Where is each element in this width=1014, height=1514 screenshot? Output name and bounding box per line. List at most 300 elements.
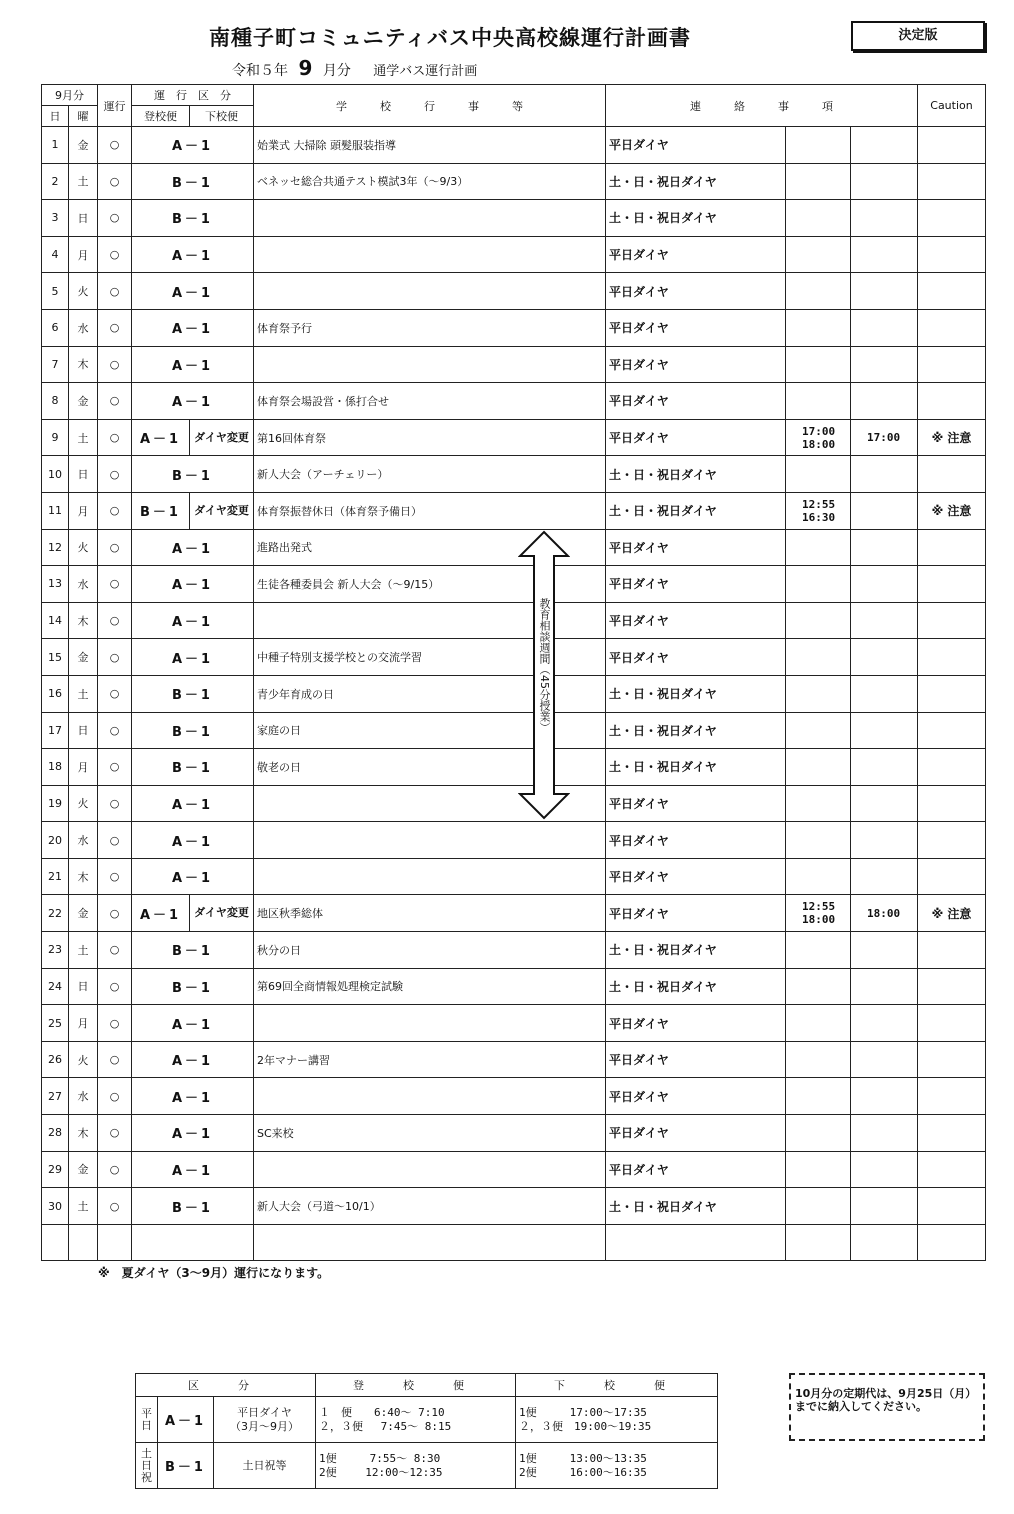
subtitle-month: 9 [298,56,313,80]
row-route: A－1 [132,273,254,310]
row-event: SC来校 [254,1115,606,1152]
row-caution [918,346,986,383]
row-caution [918,639,986,676]
table-row [42,1188,986,1225]
row-event: 秋分の日 [254,932,606,969]
row-event: 青少年育成の日 [254,675,606,712]
table-row [42,309,986,346]
row-contact: 平日ダイヤ [606,785,786,822]
row-contact: 土・日・祝日ダイヤ [606,163,786,200]
table-row [42,200,986,237]
table-row [42,712,986,749]
row-operation-mark: ○ [98,236,132,273]
row-contact: 平日ダイヤ [606,1115,786,1152]
row-caution: ※ 注意 [918,419,986,456]
row-contact: 土・日・祝日ダイヤ [606,200,786,237]
row-diagram-change: ダイヤ変更 [190,492,254,529]
table-row [42,1041,986,1078]
row-caution [918,1224,986,1261]
row-day: 6 [42,309,69,346]
table-row [42,858,986,895]
row-time-change [786,1188,851,1225]
row-time-change: 12:55 16:30 [786,492,851,529]
row-operation-mark: ○ [98,1188,132,1225]
row-time-change [786,602,851,639]
row-route: B－1 [132,492,190,529]
table-row [42,456,986,493]
row-operation-mark: ○ [98,822,132,859]
row-day: 12 [42,529,69,566]
row-event [254,822,606,859]
row-operation-mark: ○ [98,602,132,639]
row-time-change-2 [851,309,918,346]
timetable-header-from-school: 下 校 便 [516,1374,718,1397]
row-time-change [786,712,851,749]
row-day: 18 [42,749,69,786]
row-day: 28 [42,1115,69,1152]
row-route: A－1 [132,529,254,566]
row-time-change [786,1151,851,1188]
table-row [42,566,986,603]
row-route: A－1 [132,309,254,346]
row-time-change [786,675,851,712]
row-contact: 平日ダイヤ [606,1041,786,1078]
row-weekday: 土 [69,163,98,200]
timetable-header-category: 区 分 [136,1374,316,1397]
row-route: A－1 [132,822,254,859]
row-event: 第69回全商情報処理検定試験 [254,968,606,1005]
row-time-change [786,1115,851,1152]
row-caution: ※ 注意 [918,895,986,932]
row-route: A－1 [132,346,254,383]
row-day: 1 [42,127,69,164]
row-time-change-2 [851,273,918,310]
row-time-change [786,1041,851,1078]
subtitle-era: 令和５年 [232,63,288,79]
row-diagram-change: ダイヤ変更 [190,419,254,456]
row-day: 21 [42,858,69,895]
row-day: 20 [42,822,69,859]
row-route: A－1 [132,1151,254,1188]
row-route: A－1 [132,127,254,164]
row-caution [918,1115,986,1152]
row-contact: 平日ダイヤ [606,602,786,639]
row-time-change-2: 17:00 [851,419,918,456]
row-caution [918,456,986,493]
row-route: A－1 [132,895,190,932]
row-day: 9 [42,419,69,456]
row-time-change [786,785,851,822]
row-contact: 平日ダイヤ [606,529,786,566]
row-caution [918,236,986,273]
row-operation-mark: ○ [98,127,132,164]
row-operation-mark: ○ [98,1005,132,1042]
row-route: A－1 [132,1041,254,1078]
table-row [42,1115,986,1152]
row-event: 2年マナー講習 [254,1041,606,1078]
row-caution [918,932,986,969]
row-route: A－1 [132,1078,254,1115]
row-time-change [786,1078,851,1115]
row-contact: 平日ダイヤ [606,346,786,383]
row-time-change [786,273,851,310]
row-time-change-2 [851,968,918,1005]
row-contact: 土・日・祝日ダイヤ [606,932,786,969]
timetable-row-holiday: 土日祝 [136,1443,158,1489]
header-month: 9月分 [42,85,98,106]
row-time-change-2 [851,675,918,712]
row-caution [918,163,986,200]
table-row [42,639,986,676]
row-time-change [786,968,851,1005]
row-operation-mark: ○ [98,858,132,895]
row-contact: 平日ダイヤ [606,1005,786,1042]
row-day: 13 [42,566,69,603]
row-route: B－1 [132,200,254,237]
row-caution [918,1188,986,1225]
header-caution: Caution [918,85,986,127]
row-operation-mark: ○ [98,309,132,346]
row-route: B－1 [132,675,254,712]
bus-timetable [135,1373,718,1489]
row-event: 新人大会（弓道～10/1） [254,1188,606,1225]
row-caution: ※ 注意 [918,492,986,529]
row-weekday: 水 [69,1078,98,1115]
row-caution [918,529,986,566]
row-operation-mark: ○ [98,895,132,932]
row-caution [918,1151,986,1188]
operation-plan-body [42,127,986,1261]
header-contact: 連 絡 事 項 [606,85,918,127]
table-row [42,163,986,200]
row-time-change-2 [851,858,918,895]
row-operation-mark: ○ [98,456,132,493]
row-weekday: 月 [69,1005,98,1042]
row-operation-mark: ○ [98,1115,132,1152]
table-row [42,785,986,822]
row-weekday: 日 [69,456,98,493]
subtitle-suffix: 月分 [322,63,351,79]
row-caution [918,1041,986,1078]
row-time-change [786,456,851,493]
row-contact: 平日ダイヤ [606,566,786,603]
row-time-change [786,200,851,237]
row-weekday: 日 [69,200,98,237]
row-time-change-2 [851,127,918,164]
row-time-change [786,163,851,200]
row-contact: 平日ダイヤ [606,895,786,932]
row-day: 11 [42,492,69,529]
row-time-change-2 [851,1005,918,1042]
row-contact: 土・日・祝日ダイヤ [606,492,786,529]
row-operation-mark: ○ [98,273,132,310]
row-event [254,346,606,383]
header-events: 学 校 行 事 等 [254,85,606,127]
row-weekday: 火 [69,1041,98,1078]
row-diagram-change: ダイヤ変更 [190,895,254,932]
row-event: 第16回体育祭 [254,419,606,456]
timetable-route: A－1 [158,1397,214,1443]
row-day: 2 [42,163,69,200]
row-day: 17 [42,712,69,749]
table-row [42,675,986,712]
row-caution [918,383,986,420]
row-route: A－1 [132,785,254,822]
row-time-change [786,309,851,346]
row-event [254,236,606,273]
row-event [254,200,606,237]
row-event [254,273,606,310]
row-weekday: 金 [69,383,98,420]
row-time-change [786,566,851,603]
table-row [42,1224,986,1261]
row-caution [918,785,986,822]
row-day: 4 [42,236,69,273]
row-day: 26 [42,1041,69,1078]
row-contact: 平日ダイヤ [606,639,786,676]
row-route: B－1 [132,932,254,969]
row-time-change [786,346,851,383]
table-row [42,273,986,310]
header-from-school: 下校便 [190,106,254,127]
row-weekday: 水 [69,822,98,859]
row-operation-mark: ○ [98,492,132,529]
row-weekday: 月 [69,236,98,273]
row-caution [918,566,986,603]
row-event [254,858,606,895]
row-day: 10 [42,456,69,493]
row-operation-mark: ○ [98,346,132,383]
row-weekday: 水 [69,566,98,603]
row-time-change-2 [851,346,918,383]
row-caution [918,200,986,237]
row-time-change [786,529,851,566]
timetable-diagram-type: 平日ダイヤ （3月～9月） [214,1397,316,1443]
row-operation-mark: ○ [98,675,132,712]
row-day: 8 [42,383,69,420]
row-weekday: 金 [69,1151,98,1188]
row-route: B－1 [132,1188,254,1225]
row-weekday: 金 [69,639,98,676]
row-time-change-2 [851,932,918,969]
table-row [42,127,986,164]
document-subtitle [232,56,477,80]
row-time-change-2 [851,639,918,676]
row-caution [918,712,986,749]
table-row [42,346,986,383]
row-operation-mark: ○ [98,712,132,749]
row-weekday: 金 [69,127,98,164]
row-time-change-2 [851,749,918,786]
row-time-change [786,822,851,859]
row-weekday: 土 [69,1188,98,1225]
row-day: 25 [42,1005,69,1042]
row-caution [918,602,986,639]
row-time-change-2 [851,1151,918,1188]
row-weekday: 火 [69,529,98,566]
header-weekday: 曜 [69,106,98,127]
row-time-change-2 [851,712,918,749]
timetable-to-school-times: １ 便 6:40～ 7:10 ２，３便 7:45～ 8:15 [316,1397,516,1443]
timetable-from-school-times: 1便 17:00～17:35 ２，３便 19:00～19:35 [516,1397,718,1443]
row-operation-mark: ○ [98,968,132,1005]
row-operation-mark: ○ [98,639,132,676]
table-row [42,895,986,932]
row-event: 体育祭予行 [254,309,606,346]
row-time-change-2 [851,163,918,200]
subtitle-note: 通学バス運行計画 [373,64,478,79]
row-day: 16 [42,675,69,712]
row-operation-mark: ○ [98,163,132,200]
header-section: 運 行 区 分 [132,85,254,106]
row-contact [606,1224,786,1261]
row-time-change [786,1224,851,1261]
row-contact: 土・日・祝日ダイヤ [606,675,786,712]
row-time-change-2 [851,822,918,859]
row-event: 体育祭会場設営・係打合せ [254,383,606,420]
row-route: A－1 [132,602,254,639]
row-weekday: 木 [69,1115,98,1152]
row-route: A－1 [132,1005,254,1042]
table-row [42,236,986,273]
row-time-change-2: 18:00 [851,895,918,932]
row-route: A－1 [132,1115,254,1152]
row-operation-mark: ○ [98,785,132,822]
row-route: B－1 [132,456,254,493]
timetable-from-school-times: 1便 13:00～13:35 2便 16:00～16:35 [516,1443,718,1489]
row-weekday: 月 [69,492,98,529]
row-weekday: 木 [69,858,98,895]
row-contact: 平日ダイヤ [606,1151,786,1188]
status-badge: 決定版 [851,21,985,51]
row-time-change-2 [851,236,918,273]
table-row [42,1078,986,1115]
row-event: 始業式 大掃除 頭髪服装指導 [254,127,606,164]
row-weekday: 木 [69,346,98,383]
row-weekday: 水 [69,309,98,346]
row-day: 3 [42,200,69,237]
table-row [42,1151,986,1188]
pass-payment-notice: 10月分の定期代は、9月25日（月）までに納入してください。 [789,1373,985,1441]
row-event: 体育祭振替休日（体育祭予備日） [254,492,606,529]
row-caution [918,1078,986,1115]
timetable-row-weekday: 平日 [136,1397,158,1443]
row-caution [918,127,986,164]
table-row [42,492,986,529]
row-time-change [786,1005,851,1042]
row-day: 23 [42,932,69,969]
row-caution [918,675,986,712]
row-event: 中種子特別支援学校との交流学習 [254,639,606,676]
row-weekday: 土 [69,419,98,456]
row-day: 27 [42,1078,69,1115]
row-time-change-2 [851,1041,918,1078]
row-operation-mark: ○ [98,1078,132,1115]
row-time-change-2 [851,200,918,237]
row-caution [918,1005,986,1042]
header-to-school: 登校便 [132,106,190,127]
row-caution [918,749,986,786]
table-row [42,968,986,1005]
summer-schedule-note: ※ 夏ダイヤ（3～9月）運行になります。 [98,1266,330,1280]
timetable-to-school-times: 1便 7:55～ 8:30 2便 12:00～12:35 [316,1443,516,1489]
row-operation-mark [98,1224,132,1261]
row-time-change-2 [851,456,918,493]
row-event: 進路出発式 [254,529,606,566]
row-contact: 平日ダイヤ [606,127,786,164]
row-time-change [786,127,851,164]
row-time-change-2 [851,1115,918,1152]
row-operation-mark: ○ [98,1041,132,1078]
row-contact: 平日ダイヤ [606,236,786,273]
row-time-change-2 [851,785,918,822]
row-event: 新人大会（アーチェリー） [254,456,606,493]
table-row [42,383,986,420]
row-route: A－1 [132,858,254,895]
table-row [42,529,986,566]
timetable-route: B－1 [158,1443,214,1489]
row-contact: 平日ダイヤ [606,383,786,420]
row-weekday: 日 [69,968,98,1005]
row-contact: 平日ダイヤ [606,419,786,456]
row-weekday [69,1224,98,1261]
row-operation-mark: ○ [98,749,132,786]
row-day: 22 [42,895,69,932]
row-weekday: 火 [69,273,98,310]
row-day: 15 [42,639,69,676]
row-contact: 平日ダイヤ [606,822,786,859]
table-row [42,1005,986,1042]
row-weekday: 月 [69,749,98,786]
row-caution [918,309,986,346]
timetable-diagram-type: 土日祝等 [214,1443,316,1489]
row-caution [918,822,986,859]
row-weekday: 土 [69,932,98,969]
row-operation-mark: ○ [98,200,132,237]
row-event: ベネッセ総合共通テスト模試3年（～9/3） [254,163,606,200]
row-contact: 土・日・祝日ダイヤ [606,968,786,1005]
row-day: 30 [42,1188,69,1225]
row-weekday: 木 [69,602,98,639]
row-time-change [786,639,851,676]
row-weekday: 土 [69,675,98,712]
operation-plan-table [41,84,986,1261]
row-time-change-2 [851,566,918,603]
row-caution [918,858,986,895]
row-route: B－1 [132,712,254,749]
row-contact: 土・日・祝日ダイヤ [606,712,786,749]
row-day: 7 [42,346,69,383]
row-time-change-2 [851,492,918,529]
row-time-change-2 [851,529,918,566]
row-time-change-2 [851,1188,918,1225]
row-route [132,1224,254,1261]
row-weekday: 日 [69,712,98,749]
row-event [254,1224,606,1261]
row-contact: 土・日・祝日ダイヤ [606,456,786,493]
row-operation-mark: ○ [98,529,132,566]
row-time-change [786,383,851,420]
row-time-change: 17:00 18:00 [786,419,851,456]
row-operation-mark: ○ [98,1151,132,1188]
row-route: A－1 [132,236,254,273]
table-row [42,822,986,859]
row-event [254,1078,606,1115]
row-day: 14 [42,602,69,639]
row-caution [918,273,986,310]
row-route: B－1 [132,163,254,200]
row-operation-mark: ○ [98,566,132,603]
